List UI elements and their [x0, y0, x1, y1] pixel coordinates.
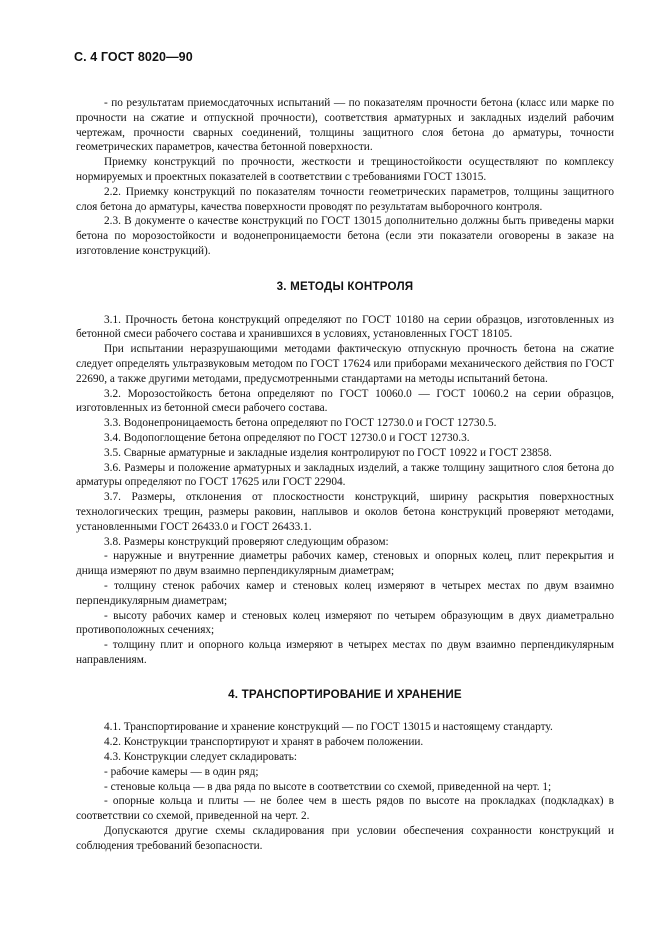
clause-3-8-list-item: - толщину плит и опорного кольца измеряют в четырех местах по двум взаимно перпендикулярным направлениям. [76, 639, 614, 666]
clause-3-7: 3.7. Размеры, отклонения от плоскостности конструкций, ширину раскрытия поверхностных технологических трещин, размеры раковин, наплывов и околов бетона конструкций проверяют методами, установленными ГОСТ 26433.0 и ГОСТ 26433.1. [76, 491, 614, 533]
clause-3-8-list-item: - толщину стенок рабочих камер и стеновых колец измеряют в четырех местах по двум взаимно перпендикулярным диаметрам; [76, 579, 614, 607]
clause-3-8: 3.8. Размеры конструкций проверяют следующим образом: [104, 535, 389, 548]
section-4-title: 4. ТРАНСПОРТИРОВАНИЕ И ХРАНЕНИЕ [228, 687, 462, 701]
clause-3-1: 3.1. Прочность бетона конструкций определяют по ГОСТ 10180 на серии образцов, изготовленных из бетонной смеси рабочего состава и хранившихся в условиях, установленных ГОСТ 18105. [76, 313, 614, 341]
clause-4-3: 4.3. Конструкции следует складировать: [104, 751, 298, 764]
section-3-title: 3. МЕТОДЫ КОНТРОЛЯ [276, 279, 414, 293]
clause-4-3-list-item: - рабочие камеры — в один ряд; [104, 765, 259, 778]
clause-3-5: 3.5. Сварные арматурные и закладные изделия контролируют по ГОСТ 10922 и ГОСТ 23858. [104, 446, 552, 459]
intro-paragraph: Приемку конструкций по прочности, жесткости и трещиностойкости осуществляют по комплексу нормируемых и проектных показателей в соответствии с требованиями ГОСТ 13015. [76, 156, 614, 183]
clause-3-6: 3.6. Размеры и положение арматурных и закладных изделий, а также толщину защитного слоя бетона до арматуры определяют по ГОСТ 17625 или ГОСТ 22904. [76, 461, 614, 489]
clause-2-3: 2.3. В документе о качестве конструкций по ГОСТ 13015 дополнительно должны быть приведены марки бетона по морозостойкости и водонепроницаемости бетона (если эти показатели оговорены в заказе на изготовление конструкций). [76, 215, 614, 257]
clause-3-3: 3.3. Водонепроницаемость бетона определяют по ГОСТ 12730.0 и ГОСТ 12730.5. [104, 417, 497, 430]
clause-3-8-list-item: - наружные и внутренние диаметры рабочих камер, стеновых и опорных колец, плит перекрытия и днища измеряют по двум взаимно перпендикулярным диаметрам; [76, 550, 614, 578]
clause-3-2: 3.2. Морозостойкость бетона определяют по ГОСТ 10060.0 — ГОСТ 10060.2 на серии образцов, изготовленных из бетонной смеси рабочего состава. [76, 387, 614, 415]
intro-list-item: - по результатам приемосдаточных испытаний — по показателям прочности бетона (класс или марке по прочности на сжатие и отпускной прочности), соответствия арматурных и закладных изделий рабочим чертежам, прочности сварных соединений, толщины защитного слоя бетона до арматуры, точности геометрических параметров, качества бетонной поверхности. [76, 97, 614, 154]
clause-3-1-paragraph: При испытании неразрушающими методами фактическую отпускную прочность бетона на сжатие следует определять ультразвуковым методом по ГОСТ 17624 или приборами механического действия по ГОСТ 22690, а также другими методами, предусмотренными стандартами на методы испытаний бетона. [76, 343, 614, 385]
clause-4-3-list-item: - опорные кольца и плиты — не более чем в шесть рядов по высоте на прокладках (подкладках) в соответствии со схемой, приведенной на черт. 2. [76, 795, 614, 823]
clause-4-2: 4.2. Конструкции транспортируют и хранят в рабочем положении. [104, 736, 424, 749]
page-body [76, 96, 614, 854]
clause-3-4: 3.4. Водопоглощение бетона определяют по ГОСТ 12730.0 и ГОСТ 12730.3. [104, 431, 470, 444]
clause-4-3-list-item: - стеновые кольца — в два ряда по высоте в соответствии со схемой, приведенной на черт. 1; [104, 780, 552, 793]
running-head: С. 4 ГОСТ 8020—90 [74, 50, 193, 64]
clause-4-3-paragraph: Допускаются другие схемы складирования при условии обеспечения сохранности конструкций и соблюдения требований безопасности. [76, 825, 614, 852]
clause-4-1: 4.1. Транспортирование и хранение конструкций — по ГОСТ 13015 и настоящему стандарту. [104, 721, 553, 734]
clause-2-2: 2.2. Приемку конструкций по показателям точности геометрических параметров, толщины защитного слоя бетона до арматуры, качества поверхности проводят по результатам выборочного контроля. [76, 185, 614, 213]
clause-3-8-list-item: - высоту рабочих камер и стеновых колец измеряют по четырем образующим в двух диаметрально противоположных сечениях; [76, 609, 614, 637]
